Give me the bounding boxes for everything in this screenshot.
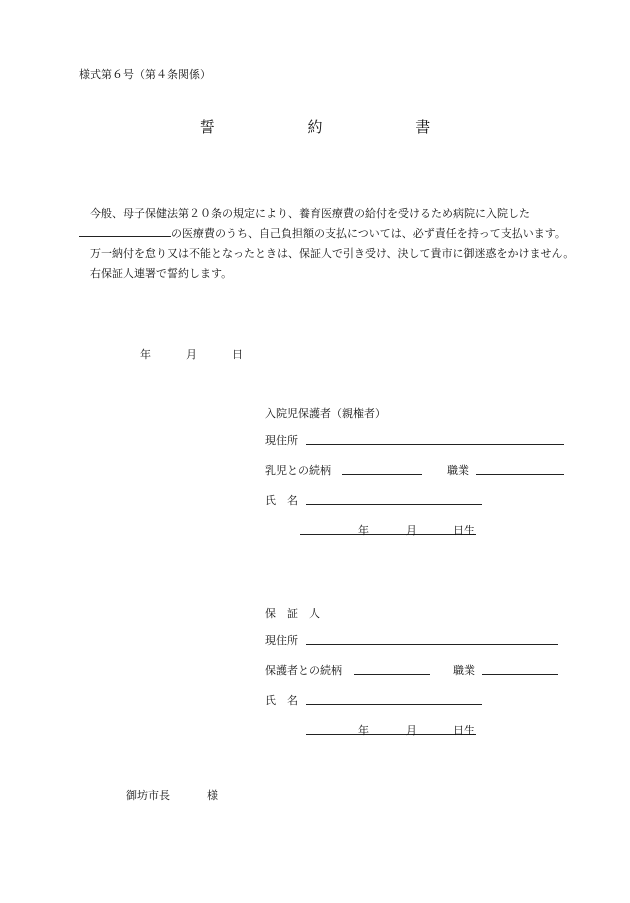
guardian-birth-year: 年	[358, 524, 369, 537]
surety-birthdate-field[interactable]	[306, 734, 476, 735]
addressee-name: 御坊市長	[126, 789, 170, 802]
guardian-name-field[interactable]	[306, 504, 482, 505]
date-day: 日	[232, 348, 243, 361]
guardian-name-label: 氏 名	[265, 494, 298, 507]
guardian-relation-field[interactable]	[342, 474, 422, 475]
title-char-3: 書	[415, 118, 431, 136]
document-title	[0, 116, 630, 137]
paragraph-2: 万一納付を怠り又は不能となったときは、保証人で引き受け、決して貴市に御迷惑をかけません。	[90, 247, 575, 260]
form-number: 様式第６号（第４条関係）	[79, 68, 211, 81]
date-month: 月	[186, 348, 197, 361]
surety-address-field[interactable]	[306, 644, 558, 645]
patient-name-blank[interactable]	[79, 224, 171, 237]
guardian-birthdate-field[interactable]	[300, 534, 476, 535]
surety-heading: 保 証 人	[265, 607, 320, 620]
guardian-address-label: 現住所	[265, 434, 298, 447]
surety-birth-year: 年	[358, 724, 369, 737]
guardian-birth-day: 日生	[453, 524, 475, 537]
paragraph-1-cont: の医療費のうち、自己負担額の支払については、必ず責任を持って支払います。	[79, 224, 579, 244]
surety-occupation-field[interactable]	[482, 674, 558, 675]
body-paragraphs	[79, 204, 579, 284]
surety-relation-label: 保護者との続柄	[265, 664, 342, 677]
surety-name-label: 氏 名	[265, 694, 298, 707]
guardian-occupation-label: 職業	[447, 464, 469, 477]
guardian-occupation-field[interactable]	[476, 474, 564, 475]
guardian-relation-label: 乳児との続柄	[265, 464, 331, 477]
surety-address-label: 現住所	[265, 634, 298, 647]
paragraph-1: 今般、母子保健法第２０条の規定により、養育医療費の給付を受けるため病院に入院した	[90, 207, 530, 220]
surety-birth-day: 日生	[453, 724, 475, 737]
surety-birth-month: 月	[406, 724, 417, 737]
paragraph-3: 右保証人連署で誓約します。	[90, 267, 233, 280]
surety-occupation-label: 職業	[453, 664, 475, 677]
date-year: 年	[140, 348, 151, 361]
title-char-2: 約	[307, 118, 323, 136]
guardian-heading: 入院児保護者（親権者）	[265, 407, 386, 420]
surety-name-field[interactable]	[306, 704, 482, 705]
guardian-birth-month: 月	[406, 524, 417, 537]
addressee-honorific: 様	[207, 789, 218, 802]
surety-relation-field[interactable]	[354, 674, 430, 675]
guardian-address-field[interactable]	[306, 444, 564, 445]
title-char-1: 誓	[199, 118, 215, 136]
